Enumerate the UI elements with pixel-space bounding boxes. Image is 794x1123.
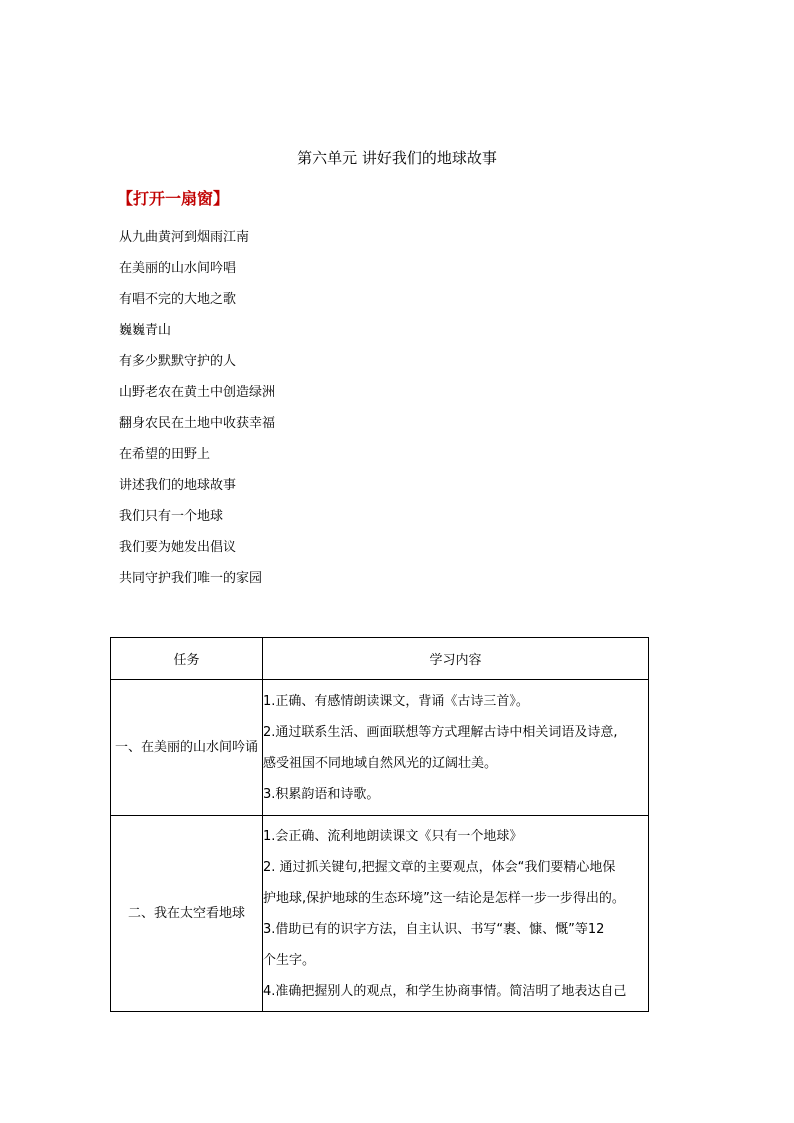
poem-line: 从九曲黄河到烟雨江南 [119, 230, 250, 245]
task-name: 二、我在太空看地球 [111, 816, 263, 1012]
poem-line: 有唱不完的大地之歌 [119, 292, 237, 307]
poem-line: 巍巍青山 [119, 323, 172, 338]
content-line: 4.准确把握别人的观点，和学生协商事情。简洁明了地表达自己 [263, 983, 627, 999]
task-table [110, 637, 649, 1012]
content-line: 3.积累韵语和诗歌。 [263, 786, 380, 802]
poem-line: 翻身农民在土地中收获幸福 [119, 416, 276, 431]
poem-line: 在美丽的山水间吟唱 [119, 261, 237, 276]
poem-line: 讲述我们的地球故事 [119, 478, 237, 493]
content-line: 2. 通过抓关键句,把握文章的主要观点，体会“我们要精心地保 [263, 859, 616, 875]
table-row [111, 680, 649, 816]
content-line: 护地球,保护地球的生态环境”这一结论是怎样一步一步得出的。 [263, 890, 625, 906]
header-content: 学习内容 [263, 638, 649, 680]
page-title: 第六单元 讲好我们的地球故事 [297, 149, 497, 167]
content-line: 2.通过联系生活、画面联想等方式理解古诗中相关词语及诗意, [263, 724, 618, 740]
task-name: 一、在美丽的山水间吟诵 [111, 680, 263, 816]
poem-line: 共同守护我们唯一的家园 [119, 571, 263, 586]
header-task: 任务 [111, 638, 263, 680]
table-header-row [111, 638, 649, 680]
content-line: 感受祖国不同地域自然风光的辽阔壮美。 [263, 755, 498, 771]
poem-line: 在希望的田野上 [119, 447, 211, 462]
content-cell [263, 680, 649, 816]
poem-line: 有多少默默守护的人 [119, 354, 237, 369]
content-line: 3.借助已有的识字方法，自主认识、书写“裹、慷、慨”等12 [263, 921, 605, 937]
content-cell [263, 816, 649, 1012]
table-row [111, 816, 649, 1012]
section-heading: 【打开一扇窗】 [117, 189, 230, 208]
content-line: 1.会正确、流利地朗读课文《只有一个地球》 [263, 828, 523, 844]
content-line: 个生字。 [263, 952, 316, 968]
poem-line: 我们只有一个地球 [119, 509, 224, 524]
content-line: 1.正确、有感情朗读课文，背诵《古诗三首》。 [263, 693, 529, 709]
poem-line: 山野老农在黄土中创造绿洲 [119, 385, 276, 400]
poem-line: 我们要为她发出倡议 [119, 540, 237, 555]
poem [119, 228, 275, 600]
